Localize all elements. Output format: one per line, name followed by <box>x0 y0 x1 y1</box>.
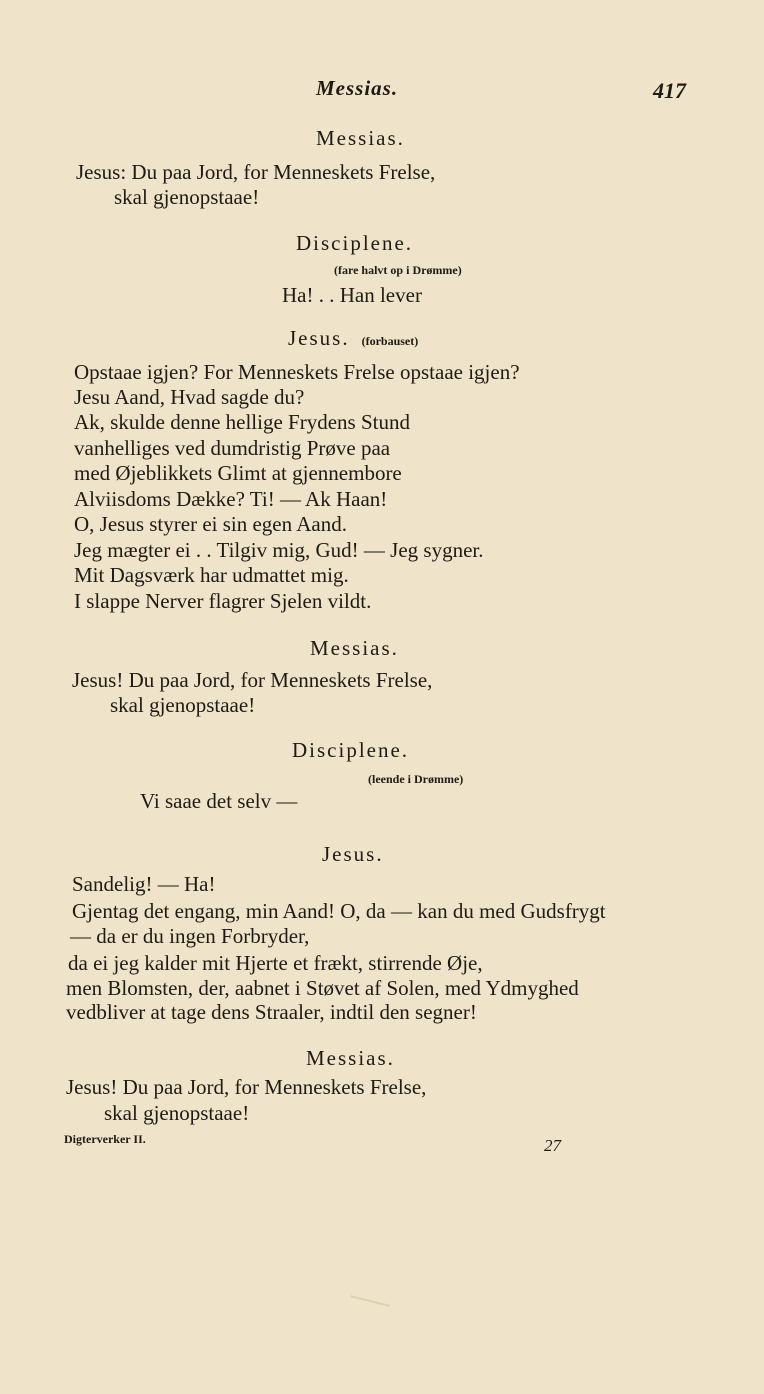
verse-line: Mit Dagsværk har udmattet mig. <box>74 563 349 587</box>
sheet-number: 27 <box>544 1136 561 1155</box>
speaker-name: Disciplene. <box>292 738 410 762</box>
verse-line: Ak, skulde denne hellige Frydens Stund <box>74 410 410 434</box>
verse-line: da ei jeg kalder mit Hjerte et frækt, stirrende Øje, <box>68 951 483 975</box>
verse-line: O, Jesus styrer ei sin egen Aand. <box>74 512 347 536</box>
speaker-label: Jesus. <box>288 326 350 350</box>
speaker-name: Messias. <box>306 1046 395 1070</box>
verse-line: Opstaae igjen? For Menneskets Frelse opstaae igjen? <box>74 360 520 384</box>
verse-line: — da er du ingen Forbryder, <box>70 924 310 948</box>
page-number: 417 <box>653 78 686 103</box>
speaker-name: Messias. <box>316 126 405 150</box>
verse-line: skal gjenopstaae! <box>110 693 256 717</box>
verse-line: skal gjenopstaae! <box>114 185 260 209</box>
verse-line: Jesus! Du paa Jord, for Menneskets Frelse, <box>66 1075 427 1099</box>
speaker-name: Messias. <box>310 636 399 660</box>
verse-line: Jesus! Du paa Jord, for Menneskets Frelse, <box>72 668 433 692</box>
verse-line: skal gjenopstaae! <box>104 1101 250 1125</box>
speaker-name: Disciplene. <box>296 231 414 255</box>
signature-mark: Digterverker II. <box>64 1132 146 1146</box>
stage-direction: (leende i Drømme) <box>368 772 464 786</box>
verse-line: Jeg mægter ei . . Tilgiv mig, Gud! — Jeg sygner. <box>74 538 484 562</box>
speaker-name: Jesus. <box>322 842 384 866</box>
verse-line: Alviisdoms Dække? Ti! — Ak Haan! <box>74 487 388 511</box>
running-title: Messias. <box>316 76 399 100</box>
verse-line: Jesu Aand, Hvad sagde du? <box>74 385 305 409</box>
verse-line: Vi saae det selv — <box>140 789 298 813</box>
verse-line: men Blomsten, der, aabnet i Støvet af Solen, med Ydmyghed <box>66 976 579 1000</box>
verse-line: med Øjeblikkets Glimt at gjennembore <box>74 461 402 485</box>
verse-line: vanhelliges ved dumdristig Prøve paa <box>74 436 391 460</box>
stage-direction: (forbauset) <box>361 334 419 348</box>
verse-line: Jesus: Du paa Jord, for Menneskets Frelse, <box>76 160 436 184</box>
stage-direction: (fare halvt op i Drømme) <box>334 263 462 277</box>
verse-line: Gjentag det engang, min Aand! O, da — kan du med Gudsfrygt <box>72 899 606 923</box>
verse-line: Sandelig! — Ha! <box>72 872 216 896</box>
verse-line: vedbliver at tage dens Straaler, indtil den segner! <box>66 1000 477 1024</box>
speaker-name <box>288 326 418 353</box>
verse-line: Ha! . . Han lever <box>282 283 422 307</box>
verse-line: I slappe Nerver flagrer Sjelen vildt. <box>74 589 372 613</box>
paper-crease-mark <box>350 1295 389 1307</box>
